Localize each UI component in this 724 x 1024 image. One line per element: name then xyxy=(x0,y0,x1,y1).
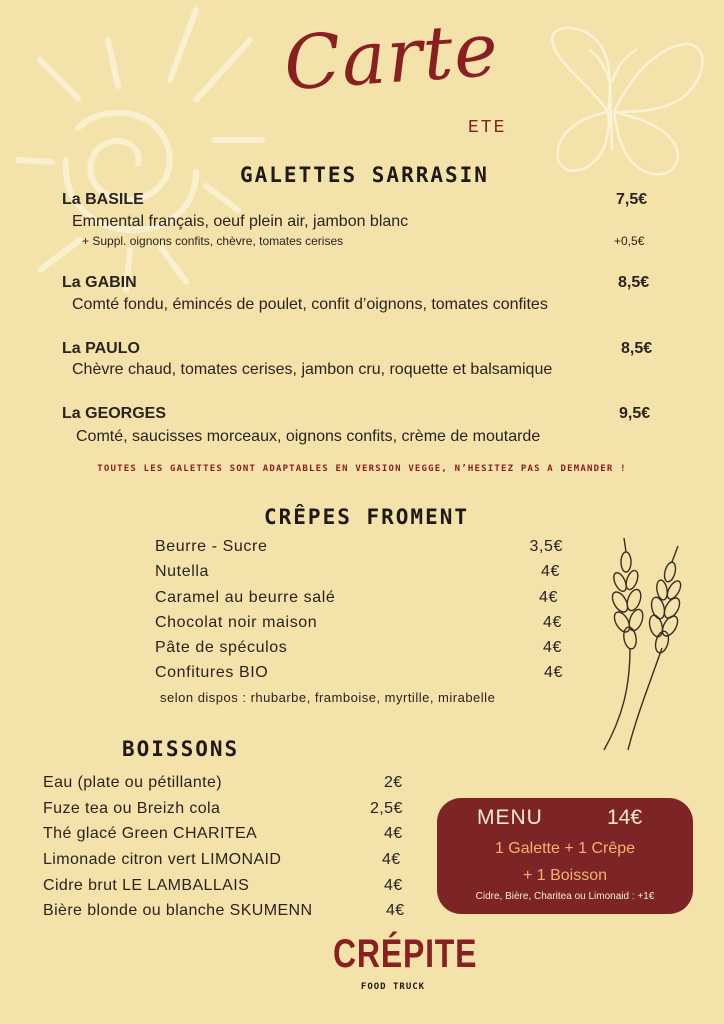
galette-name: La GEORGES xyxy=(62,405,167,422)
crepe-name: Beurre - Sucre xyxy=(155,538,268,555)
crepe-name: Confitures BIO xyxy=(155,664,269,681)
menu-note: Cidre, Bière, Charitea ou Limonaid : +1€ xyxy=(475,891,655,902)
galette-name: La GABIN xyxy=(62,274,137,291)
menu-line-1: 1 Galette + 1 Crêpe xyxy=(494,840,636,857)
galette-description: Comté fondu, émincés de poulet, confit d’oignons, tomates confites xyxy=(72,296,548,313)
crepes-note: selon dispos : rhubarbe, framboise, myrtille, mirabelle xyxy=(160,690,496,705)
section-title-galettes: GALETTES SARRASIN xyxy=(240,163,489,187)
drink-price: 2€ xyxy=(384,774,403,791)
section-title-crepes: CRÊPES FROMENT xyxy=(264,505,470,529)
drink-price: 4€ xyxy=(384,877,403,894)
crepe-price: 3,5€ xyxy=(529,538,563,555)
drink-price: 4€ xyxy=(382,851,401,868)
drink-item xyxy=(43,774,222,792)
galettes-note: TOUTES LES GALETTES SONT ADAPTABLES EN VERSION VEGGE, N’HESITEZ PAS A DEMANDER ! xyxy=(97,464,627,474)
page-title: Carte xyxy=(281,6,502,108)
wheat-icon xyxy=(596,538,696,758)
crepe-name: Chocolat noir maison xyxy=(155,614,318,631)
drink-name: Thé glacé Green CHARITEA xyxy=(43,825,258,842)
galette-description: Comté, saucisses morceaux, oignons confits, crème de moutarde xyxy=(76,428,541,445)
crepe-name: Caramel au beurre salé xyxy=(155,589,336,606)
drink-item xyxy=(43,825,257,843)
menu-offer-box xyxy=(437,798,693,914)
crepe-price: 4€ xyxy=(539,589,558,606)
drink-name: Fuze tea ou Breizh cola xyxy=(43,800,221,817)
crepe-price: 4€ xyxy=(544,664,563,681)
page-subtitle: ETE xyxy=(468,118,507,138)
crepe-price: 4€ xyxy=(543,639,562,656)
galette-price: 8,5€ xyxy=(621,340,653,357)
galette-extra: + Suppl. oignons confits, chèvre, tomates cerises xyxy=(82,234,344,248)
drink-price: 4€ xyxy=(386,902,405,919)
galette-price: 8,5€ xyxy=(618,274,650,291)
galette-name: La BASILE xyxy=(62,191,144,208)
drink-item xyxy=(43,851,281,869)
galette-extra-price: +0,5€ xyxy=(614,234,645,248)
galette-name: La PAULO xyxy=(62,340,140,357)
drink-name: Limonade citron vert LIMONAID xyxy=(43,851,282,868)
drink-item xyxy=(43,902,312,920)
section-title-boissons: BOISSONS xyxy=(122,737,240,761)
crepe-price: 4€ xyxy=(541,563,560,580)
galette-description: Emmental français, oeuf plein air, jambon blanc xyxy=(72,213,409,230)
brand-tagline: FOOD TRUCK xyxy=(360,982,426,992)
drink-price: 2,5€ xyxy=(370,800,403,817)
drink-name: Eau (plate ou pétillante) xyxy=(43,774,222,791)
crepe-name: Pâte de spéculos xyxy=(155,639,288,656)
crepe-name: Nutella xyxy=(155,563,210,580)
galette-price: 7,5€ xyxy=(616,191,648,208)
brand-logo: CRÉPITE xyxy=(333,932,478,976)
galette-price: 9,5€ xyxy=(619,405,651,422)
crepe-price: 4€ xyxy=(543,614,562,631)
menu-price: 14€ xyxy=(607,806,643,829)
drink-name: Bière blonde ou blanche SKUMENN xyxy=(43,902,313,919)
drink-item xyxy=(43,800,220,818)
menu-line-2: + 1 Boisson xyxy=(522,867,608,884)
drink-price: 4€ xyxy=(384,825,403,842)
menu-label: MENU xyxy=(477,806,543,829)
drink-item xyxy=(43,877,249,895)
drink-name: Cidre brut LE LAMBALLAIS xyxy=(43,877,250,894)
butterfly-icon xyxy=(546,20,716,200)
galette-description: Chèvre chaud, tomates cerises, jambon cru, roquette et balsamique xyxy=(72,361,553,378)
sun-icon xyxy=(0,0,300,300)
